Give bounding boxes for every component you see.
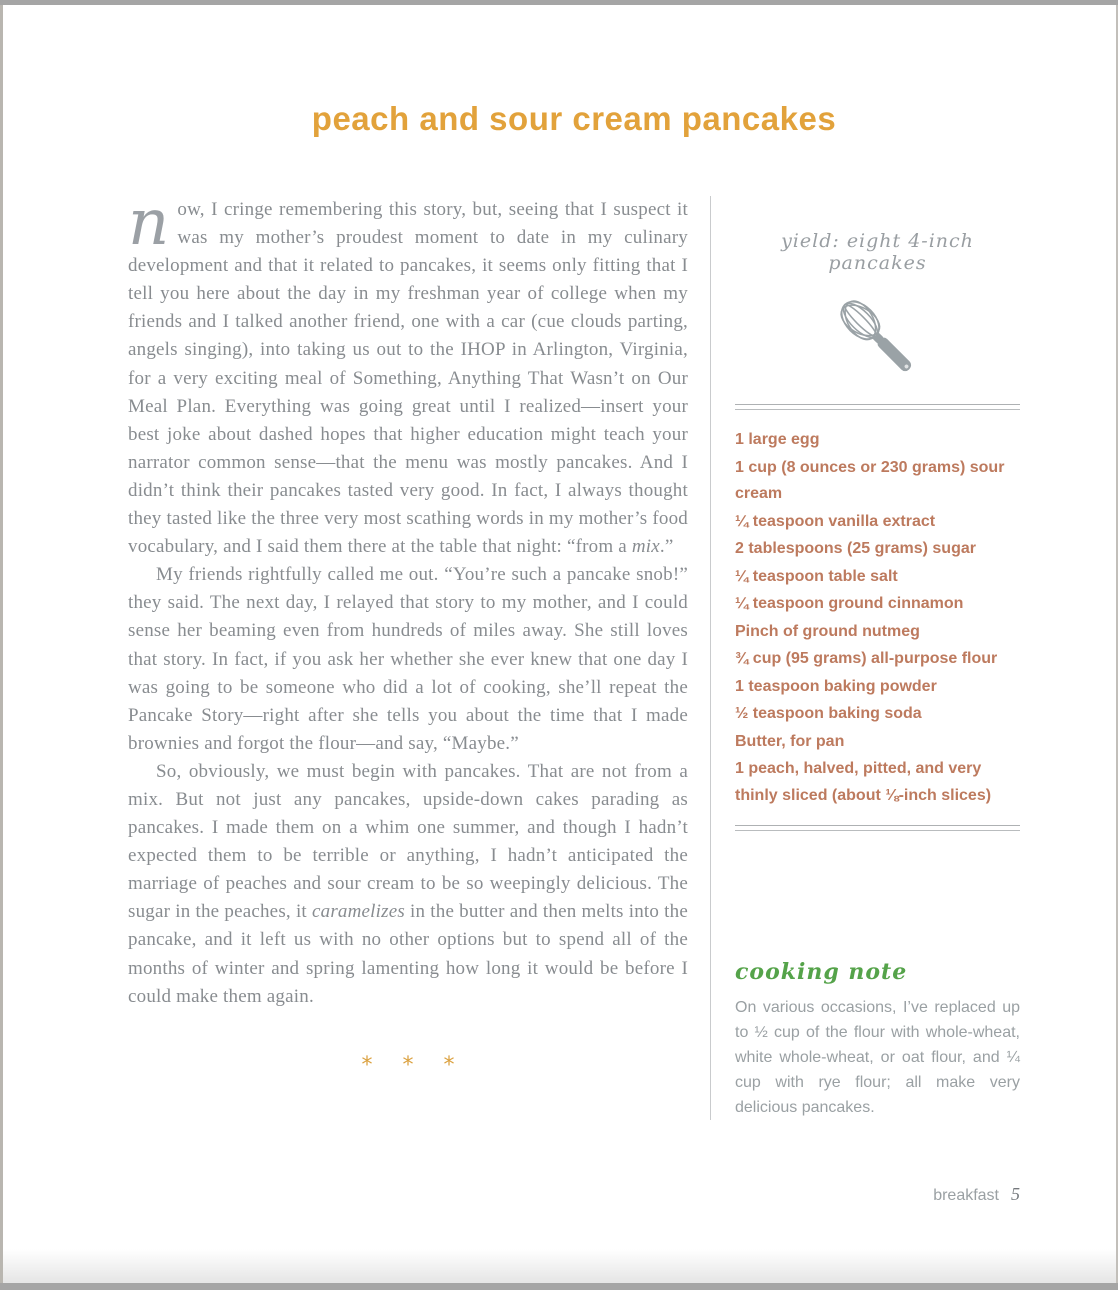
paragraph-text: .” [659, 536, 674, 558]
page-footer [933, 1184, 1020, 1205]
paragraph-text: in the butter and then melts into the pancake, and it left us with no other options but to spend all of the months of winter and spring lamenting how long it would be before I could make them again. [128, 901, 688, 1007]
italic-word: caramelizes [311, 901, 405, 923]
paragraph-text: ow, I cringe remembering this story, but, seeing that I suspect it was my mother’s proudest moment to date in my culinary development and that it related to pancakes, it seems only fitting that I tell you here about the day in my freshman year of college when my friends and I talked another friend, one with a car (cue clouds parting, angels singing), into taking us out to the IHOP in Arlington, Virginia, for a very exciting meal of Something, Anything That Wasn’t on Our Meal Plan. Everything was going great until I realized—insert your best joke about dashed hopes that higher education might teach your narrator common sense—that the menu was mostly pancakes. And I didn’t think their pancakes tasted very good. In fact, I always thought they tasted like the three very most scathing words in my mother’s food vocabulary, and I said them there at the table that night: “from a [128, 199, 688, 558]
ingredient-item: ¾ cup (95 grams) all-purpose flour [735, 650, 998, 667]
ingredient-item: 1 teaspoon baking powder [735, 677, 937, 695]
drop-cap: n [128, 186, 170, 260]
ingredient-item: ½ teaspoon baking soda [735, 705, 922, 722]
ingredient-item: 1 peach, halved, pitted, and very thinly sliced (about ⅛-inch slices) [735, 760, 992, 804]
page-content [128, 186, 1020, 1120]
ingredient-item: ¼ teaspoon table salt [735, 567, 898, 585]
story-paragraph-2: My friends rightfully called me out. “You’re such a pancake snob!” they said. The next day, I relayed that story to my mother, and I could sense her beaming even from hundreds of miles away. She still loves that story. In fact, if you ask her whether she ever knew that one day I was going to be someone who did a lot of cooking, she’ll repeat the Pancake Story—right after she tells you about the time that I made brownies and forgot the flour—and say, “Maybe.” [128, 564, 688, 754]
sidebar-divider-bottom [735, 825, 1020, 831]
ingredient-item: ¼ teaspoon vanilla extract [735, 512, 936, 530]
recipe-sidebar [710, 196, 1020, 1120]
cooking-note-body: On various occasions, I’ve replaced up to ½ cup of the flour with whole-wheat, white whole-wheat, or oat flour, and ¼ cup with rye flour; all make very delicious pancakes. [735, 999, 1020, 1116]
cooking-note [735, 959, 1020, 1120]
footer-section-label: breakfast [933, 1187, 999, 1204]
story-paragraph-1 [128, 186, 688, 561]
whisk-icon [735, 290, 1020, 386]
recipe-title: peach and sour cream pancakes [311, 100, 837, 137]
ingredient-item: Pinch of ground nutmeg [735, 622, 920, 640]
asterisk-divider-icon: *** [361, 1052, 485, 1078]
story-column [128, 186, 688, 1120]
ingredient-item: 1 large egg [735, 431, 820, 448]
italic-word: mix [631, 536, 660, 558]
yield-note: yield: eight 4-inch pancakes [781, 230, 974, 274]
paragraph-text: So, obviously, we must begin with pancakes. That are not from a mix. But not just any pancakes, upside-down cakes parading as pancakes. I made them on a whim one summer, and though I hadn’t expected them to be terrible or anything, I hadn’t anticipated the marriage of peaches and sour cream to be so weepingly delicious. The sugar in the peaches, it [128, 760, 688, 923]
ingredient-item: 1 cup (8 ounces or 230 grams) sour cream [735, 458, 1005, 502]
ingredient-item: 2 tablespoons (25 grams) sugar [735, 540, 976, 557]
cooking-note-title: cooking note [735, 959, 908, 985]
viewer-edge-bottom [0, 1283, 1118, 1290]
viewer-edge-top [0, 0, 1118, 5]
story-paragraph-3 [128, 758, 688, 1011]
ingredient-item: ¼ teaspoon ground cinnamon [735, 595, 964, 612]
sidebar-divider-top [735, 404, 1020, 410]
ingredient-list [735, 427, 1020, 809]
book-page [0, 5, 1118, 1283]
ingredient-item: Butter, for pan [735, 732, 845, 750]
footer-page-number: 5 [1011, 1184, 1020, 1204]
